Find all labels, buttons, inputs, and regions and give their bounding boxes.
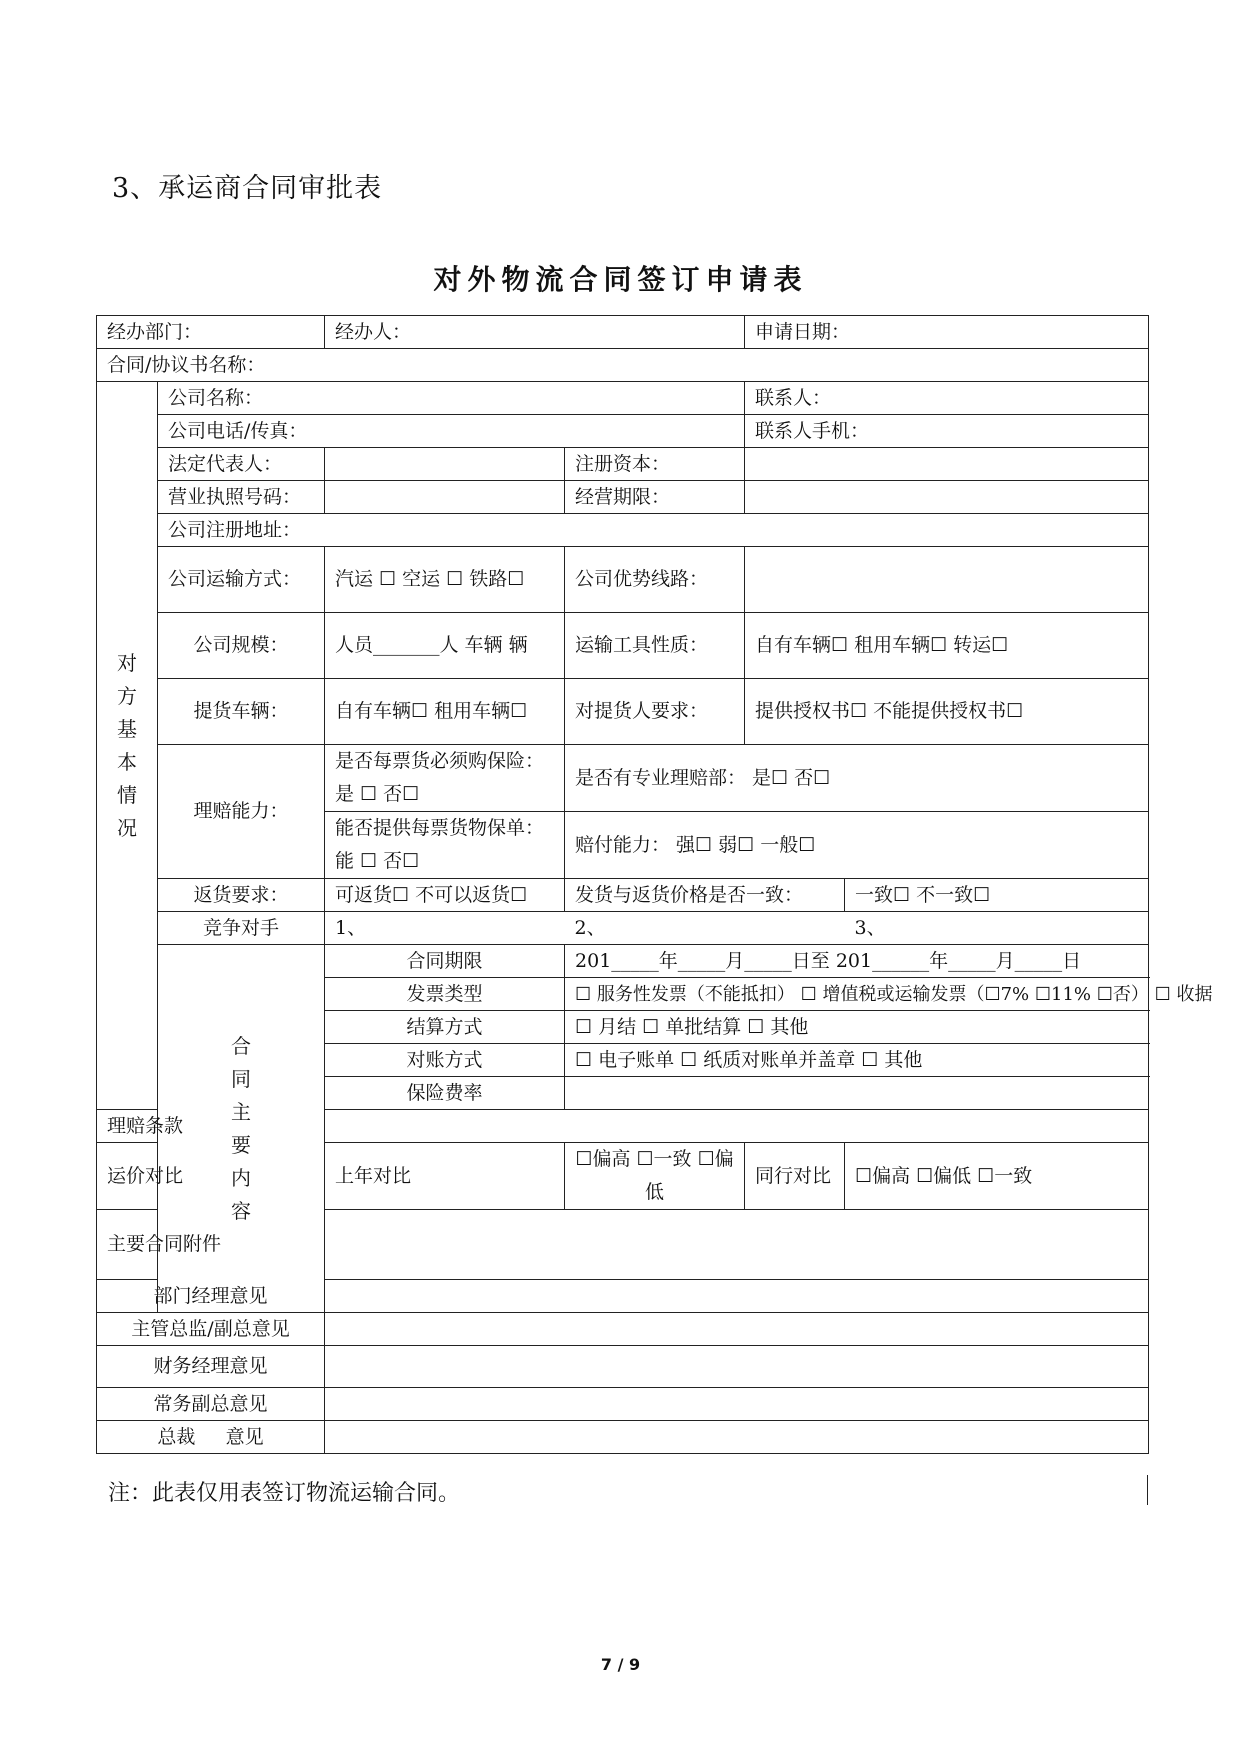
table-row xyxy=(97,448,1149,481)
handler-field[interactable]: 经办人： xyxy=(325,316,745,349)
insurance-input[interactable] xyxy=(565,1077,1149,1110)
table-row xyxy=(97,1346,1149,1388)
table-row xyxy=(97,679,1149,745)
finance-label: 财务经理意见 xyxy=(97,1346,325,1388)
return-label: 返货要求： xyxy=(158,879,325,912)
reg-capital-input[interactable] xyxy=(745,448,1149,481)
price-peer-options[interactable]: ☐偏高 ☐偏低 ☐一致 xyxy=(845,1143,1149,1210)
contract-name-field[interactable]: 合同/协议书名称： xyxy=(97,349,1149,382)
competitor-1[interactable]: 1、 xyxy=(325,912,565,945)
price-peer-label: 同行对比 xyxy=(745,1143,845,1210)
table-row xyxy=(97,316,1149,349)
claims-dept-question[interactable]: 是否有专业理赔部： 是☐ 否☐ xyxy=(565,745,1149,812)
section1-label xyxy=(97,382,158,1110)
date-field[interactable]: 申请日期： xyxy=(745,316,1149,349)
scale-label: 公司规模： xyxy=(158,613,325,679)
dept-field[interactable]: 经办部门： xyxy=(97,316,325,349)
reconcile-options[interactable]: ☐ 电子账单 ☐ 纸质对账单并盖章 ☐ 其他 xyxy=(565,1044,1149,1077)
president-input[interactable] xyxy=(325,1421,1149,1454)
attachments-input[interactable] xyxy=(325,1210,1149,1280)
section1-label-text: 对方基本情况 xyxy=(117,650,137,840)
table-row xyxy=(97,745,1149,812)
claims-clause-input[interactable] xyxy=(325,1110,1149,1143)
application-form-table xyxy=(96,315,1213,1454)
return-price-options[interactable]: 一致☐ 不一致☐ xyxy=(845,879,1149,912)
contact-field[interactable]: 联系人： xyxy=(745,382,1149,415)
insurance-label: 保险费率 xyxy=(325,1077,565,1110)
price-label: 运价对比 xyxy=(97,1143,158,1210)
pickup-req-options[interactable]: 提供授权书☐ 不能提供授权书☐ xyxy=(745,679,1149,745)
transport-mode-label: 公司运输方式： xyxy=(158,547,325,613)
price-last-year-options[interactable]: ☐偏高 ☐一致 ☐偏低 xyxy=(565,1143,745,1210)
dept-manager-input[interactable] xyxy=(325,1280,1149,1313)
finance-input[interactable] xyxy=(325,1346,1149,1388)
table-row xyxy=(97,514,1149,547)
claims-insurance-question[interactable]: 是否每票货必须购保险：是 ☐ 否☐ xyxy=(325,745,565,812)
page-number: 7 / 9 xyxy=(600,1655,641,1674)
claims-capacity-options[interactable]: 赔付能力： 强☐ 弱☐ 一般☐ xyxy=(565,812,1149,879)
competitor-3[interactable]: 3、 xyxy=(845,912,1149,945)
vehicle-nature-label: 运输工具性质： xyxy=(565,613,745,679)
address-field[interactable]: 公司注册地址： xyxy=(158,514,1149,547)
license-no-label: 营业执照号码： xyxy=(158,481,325,514)
form-title: 对外物流合同签订申请表 xyxy=(433,263,808,296)
claims-policy-question[interactable]: 能否提供每票货物保单：能 ☐ 否☐ xyxy=(325,812,565,879)
table-row xyxy=(97,415,1149,448)
section2-label-text: 合同主要内容 xyxy=(231,1033,251,1223)
pickup-options[interactable]: 自有车辆☐ 租用车辆☐ xyxy=(325,679,565,745)
legal-rep-label: 法定代表人： xyxy=(158,448,325,481)
table-row xyxy=(97,945,1149,978)
settle-label: 结算方式 xyxy=(325,1011,565,1044)
president-label: 总裁 意见 xyxy=(97,1421,325,1454)
table-row xyxy=(97,481,1149,514)
pickup-label: 提货车辆： xyxy=(158,679,325,745)
table-row xyxy=(97,1280,1149,1313)
table-row xyxy=(97,382,1149,415)
table-row xyxy=(97,613,1149,679)
settle-options[interactable]: ☐ 月结 ☐ 单批结算 ☐ 其他 xyxy=(565,1011,1149,1044)
return-price-label: 发货与返货价格是否一致： xyxy=(565,879,845,912)
exec-vp-label: 常务副总意见 xyxy=(97,1388,325,1421)
transport-mode-options[interactable]: 汽运 ☐ 空运 ☐ 铁路☐ xyxy=(325,547,565,613)
competitor-label: 竞争对手 xyxy=(158,912,325,945)
table-row xyxy=(97,912,1149,945)
business-term-label: 经营期限： xyxy=(565,481,745,514)
advantage-routes-input[interactable] xyxy=(745,547,1149,613)
table-row xyxy=(97,1313,1149,1346)
vehicle-nature-options[interactable]: 自有车辆☐ 租用车辆☐ 转运☐ xyxy=(745,613,1149,679)
contact-mobile-field[interactable]: 联系人手机： xyxy=(745,415,1149,448)
pickup-req-label: 对提货人要求： xyxy=(565,679,745,745)
section-heading: 3、承运商合同审批表 xyxy=(112,173,383,204)
advantage-routes-label: 公司优势线路： xyxy=(565,547,745,613)
exec-vp-input[interactable] xyxy=(325,1388,1149,1421)
table-row xyxy=(97,879,1149,912)
legal-rep-input[interactable] xyxy=(325,448,565,481)
scale-input[interactable]: 人员_______人 车辆 辆 xyxy=(325,613,565,679)
table-row xyxy=(97,547,1149,613)
return-options[interactable]: 可返货☐ 不可以返货☐ xyxy=(325,879,565,912)
competitor-2[interactable]: 2、 xyxy=(565,912,845,945)
dept-manager-label: 部门经理意见 xyxy=(97,1280,325,1313)
footnote: 注：此表仅用表签订物流运输合同。 xyxy=(108,1481,461,1506)
table-row xyxy=(97,349,1149,382)
table-row xyxy=(97,1388,1149,1421)
business-term-input[interactable] xyxy=(745,481,1149,514)
table-edge-line xyxy=(1147,1475,1148,1505)
phone-fax-field[interactable]: 公司电话/传真： xyxy=(158,415,745,448)
attachments-label: 主要合同附件 xyxy=(97,1210,158,1280)
director-label: 主管总监/副总意见 xyxy=(97,1313,325,1346)
period-input[interactable]: 201_____年_____月_____日至 201______年_____月_____日 xyxy=(565,945,1149,978)
invoice-options[interactable]: ☐ 服务性发票（不能抵扣） ☐ 增值税或运输发票（☐7% ☐11% ☐否） ☐ 收据 xyxy=(565,978,1149,1011)
reconcile-label: 对账方式 xyxy=(325,1044,565,1077)
claims-clause-label: 理赔条款 xyxy=(97,1110,158,1143)
director-input[interactable] xyxy=(325,1313,1149,1346)
company-name-field[interactable]: 公司名称： xyxy=(158,382,745,415)
invoice-label: 发票类型 xyxy=(325,978,565,1011)
table-row xyxy=(97,1421,1149,1454)
reg-capital-label: 注册资本： xyxy=(565,448,745,481)
period-label: 合同期限 xyxy=(325,945,565,978)
price-last-year-label: 上年对比 xyxy=(325,1143,565,1210)
license-no-input[interactable] xyxy=(325,481,565,514)
claims-label: 理赔能力： xyxy=(158,745,325,879)
